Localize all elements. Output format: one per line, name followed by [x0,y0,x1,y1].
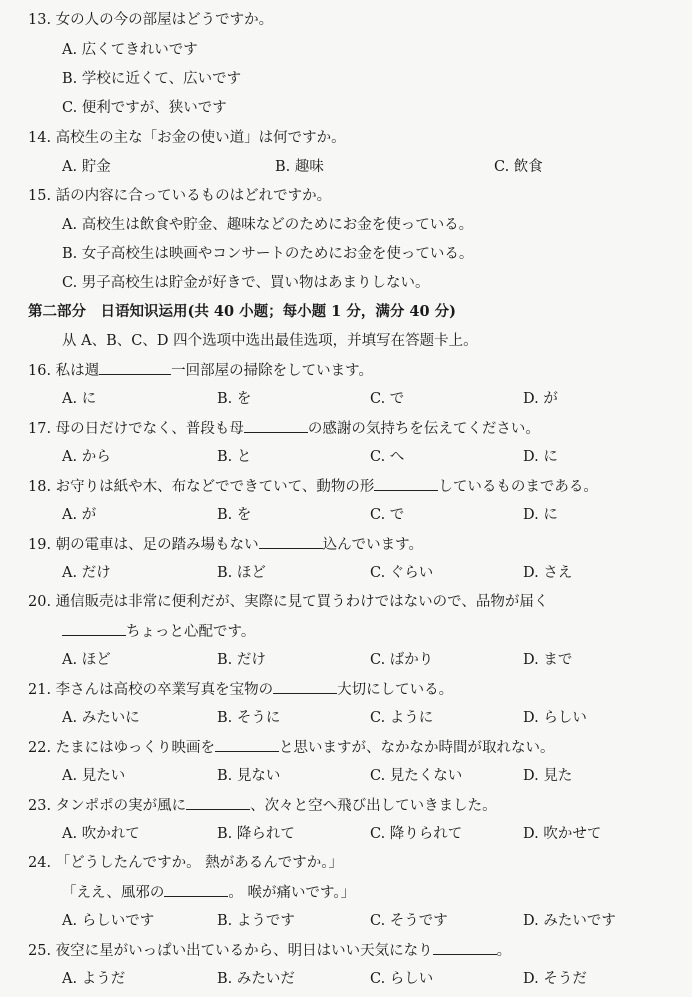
question-21-option-c: C. ように [370,710,434,726]
answer-blank [62,621,126,636]
section-title: 第二部分 日语知识运用(共 40 小题；每小题 1 分，满分 40 分) [28,303,456,320]
question-16-option-b: B. を [217,391,252,407]
question-17-option-c: C. へ [370,449,405,465]
question-20-stem-continued [62,621,255,642]
question-20-stem-post: ちょっと心配です。 [126,624,256,640]
question-15-stem: 15. 話の内容に合っているものはどれですか。 [28,188,332,204]
question-20-option-d: D. まで [523,652,573,668]
question-16-stem-post: 一回部屋の掃除をしています。 [171,363,374,379]
answer-blank [164,882,228,897]
question-25-stem [28,940,511,961]
question-18-option-b: B. を [217,507,252,523]
question-25-option-c: C. らしい [370,971,434,987]
question-13-option-c: C. 便利ですが、狭いです [62,100,227,116]
question-17-option-b: B. と [217,449,252,465]
question-15-option-c: C. 男子高校生は貯金が好きで、買い物はあまりしない。 [62,275,430,291]
question-21-stem-post: 大切にしている。 [337,682,454,698]
question-20-option-a: A. ほど [62,652,111,668]
question-21-option-d: D. らしい [523,710,587,726]
question-21-stem-pre: 21. 李さんは高校の卒業写真を宝物の [28,682,274,698]
question-18-option-d: D. に [523,507,558,523]
question-23-stem-post: 、次々と空へ飛び出していきました。 [250,798,497,814]
question-22-option-a: A. 見たい [62,768,126,784]
question-19-option-b: B. ほど [217,565,266,581]
section-instruction: 从 A、B、C、D 四个选项中选出最佳选项，并填写在答题卡上。 [62,333,478,349]
question-19-option-a: A. だけ [62,565,111,581]
question-16-option-a: A. に [62,391,97,407]
answer-blank [99,360,171,375]
answer-blank [273,679,337,694]
question-20-stem: 20. 通信販売は非常に便利だが、実際に見て買うわけではないので、品物が届く [28,594,549,610]
question-21-option-a: A. みたいに [62,710,140,726]
question-22-stem-post: と思いますが、なかなか時間が取れない。 [279,740,555,756]
question-15-option-b: B. 女子高校生は映画やコンサートのためにお金を使っている。 [62,246,474,262]
question-18-option-a: A. が [62,507,97,523]
question-19-stem-post: 込んでいます。 [322,537,424,553]
question-14-option-b: B. 趣味 [275,159,324,175]
question-23-option-b: B. 降られて [217,826,295,842]
question-21-stem [28,679,453,700]
question-14-option-c: C. 飲食 [494,159,543,175]
question-20-option-c: C. ばかり [370,652,434,668]
question-24-stem: 24. 「どうしたんですか。 熱があるんですか。」 [28,855,344,871]
question-17-option-a: A. から [62,449,111,465]
question-24-stem-pre: 「ええ、風邪の [62,885,165,901]
question-24-option-d: D. みたいです [523,913,616,929]
question-25-option-d: D. そうだ [523,971,587,987]
question-16-option-c: C. で [370,391,405,407]
answer-blank [244,418,308,433]
question-18-option-c: C. で [370,507,405,523]
answer-blank [215,737,279,752]
question-14-option-a: A. 貯金 [62,159,111,175]
question-24-option-c: C. そうです [370,913,448,929]
question-24-option-b: B. ようです [217,913,295,929]
question-17-option-d: D. に [523,449,558,465]
question-19-option-c: C. ぐらい [370,565,434,581]
question-25-stem-post: 。 [496,943,512,959]
question-17-stem-post: の感謝の気持ちを伝えてください。 [307,421,540,437]
question-19-stem [28,534,423,555]
question-13-option-a: A. 広くてきれいです [62,42,198,58]
question-16-stem [28,360,373,381]
question-13-stem: 13. 女の人の今の部屋はどうですか。 [28,12,274,28]
question-23-stem-pre: 23. タンポポの実が風に [28,798,187,814]
question-20-option-b: B. だけ [217,652,266,668]
question-25-option-a: A. ようだ [62,971,126,987]
question-24-stem-continued [62,882,355,903]
answer-blank [186,795,250,810]
question-17-stem-pre: 17. 母の日だけでなく、普段も母 [28,421,244,437]
question-23-option-c: C. 降りられて [370,826,463,842]
question-22-option-c: C. 見たくない [370,768,463,784]
question-18-stem [28,476,598,497]
question-22-stem [28,737,555,758]
answer-blank [259,534,323,549]
question-22-option-b: B. 見ない [217,768,281,784]
question-22-stem-pre: 22. たまにはゆっくり映画を [28,740,216,756]
question-21-option-b: B. そうに [217,710,281,726]
question-23-option-d: D. 吹かせて [523,826,602,842]
question-22-option-d: D. 見た [523,768,573,784]
question-23-option-a: A. 吹かれて [62,826,140,842]
question-16-option-d: D. が [523,391,558,407]
question-13-option-b: B. 学校に近くて、広いです [62,71,242,87]
question-16-stem-pre: 16. 私は週 [28,363,100,379]
question-25-option-b: B. みたいだ [217,971,295,987]
question-15-option-a: A. 高校生は飲食や貯金、趣味などのためにお金を使っている。 [62,217,474,233]
question-14-stem: 14. 高校生の主な「お金の使い道」は何ですか。 [28,130,346,146]
question-19-stem-pre: 19. 朝の電車は、足の踏み場もない [28,537,259,553]
answer-blank [433,940,497,955]
question-17-stem [28,418,540,439]
question-24-stem-post: 。 喉が痛いです。」 [228,885,356,901]
question-18-stem-post: しているものまである。 [438,479,598,495]
question-18-stem-pre: 18. お守りは紙や木、布などでできていて、動物の形 [28,479,375,495]
question-25-stem-pre: 25. 夜空に星がいっぱい出ているから、明日はいい天気になり [28,943,433,959]
question-23-stem [28,795,497,816]
question-24-option-a: A. らしいです [62,913,155,929]
question-19-option-d: D. さえ [523,565,573,581]
answer-blank [374,476,438,491]
